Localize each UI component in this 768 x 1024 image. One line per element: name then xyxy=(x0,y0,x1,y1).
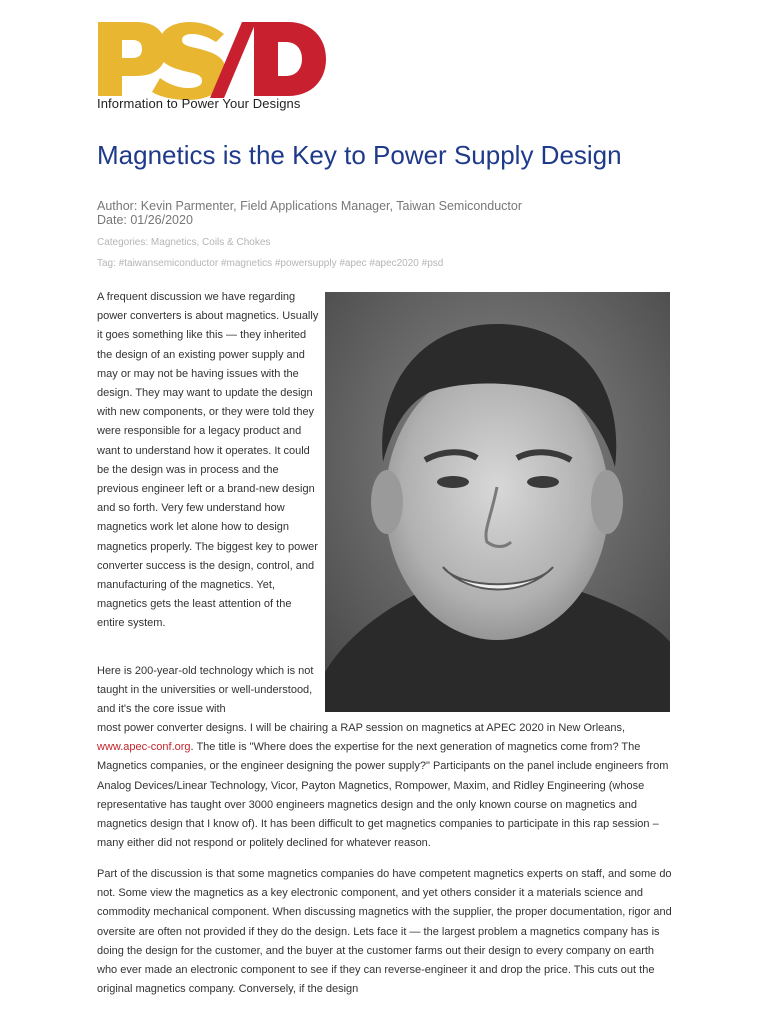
article-tags[interactable]: Tag: #taiwansemiconductor #magnetics #powersupply #apec #apec2020 #psd xyxy=(97,258,444,269)
psd-logo-mark xyxy=(96,20,328,100)
article-paragraph-2 xyxy=(97,719,672,853)
logo-tagline: Information to Power Your Designs xyxy=(97,96,301,111)
paragraph-2a-text: Here is 200-year-old technology which is not taught in the universities or well-understood, and it's the core issue with xyxy=(97,665,314,716)
article-categories xyxy=(97,236,270,250)
article-author: Author: Kevin Parmenter, Field Applications Manager, Taiwan Semiconductor xyxy=(97,199,522,213)
paragraph-2b-text: most power converter designs. I will be chairing a RAP session on magnetics at APEC 2020 in New Orleans, xyxy=(97,722,626,734)
categories-label: Categories: xyxy=(97,237,151,248)
paragraph-1-text: A frequent discussion we have regarding power converters is about magnetics. Usually it goes something like this — they inherited the design of an existing power supply and may or may not be having issues with the design. They may want to update the design with new components, or they were told they were responsible for a legacy product and want to understand how it operates. It could be the design was in process and the previous engineer left or a brand-new design and so forth. Very few understand how magnetics work let alone how to design magnetics properly. The biggest key to power converter success is the design, control, and manufacturing of the magnetics. Yet, magnetics gets the least attention of the entire system. xyxy=(97,291,319,630)
paragraph-3-text: Part of the discussion is that some magnetics companies do have competent magnetics experts on staff, and some do not. Some view the magnetics as a key electronic component, and yet others consider it a materials science and commodity mechanical component. When discussing magnetics with the supplier, the proper documentation, rigor and oversite are often not provided if they do the design. Lets face it — the largest problem a magnetics company has is doing the design for the customer, and the buyer at the customer farms out their design to every company on earth who ever made an electronic component to see if they can reverse-engineer it and drop the price. This cuts out the original magnetics company. Conversely, if the design xyxy=(97,868,672,996)
paragraph-2-text xyxy=(97,719,672,853)
article-title: Magnetics is the Key to Power Supply Design xyxy=(97,140,622,170)
article-paragraph-3 xyxy=(97,865,672,999)
article-paragraph-1 xyxy=(97,288,319,634)
apec-link[interactable]: www.apec-conf.org xyxy=(97,741,191,754)
paragraph-2c-text: . The title is "Where does the expertise for the next generation of magnetics come from? The Magnetics companies, or the engineer designing the power supply?" Participants on the panel include engineers from Analog Devices/Linear Technology, Vicor, Payton Magnetics, Rompower, Maxim, and Ridley Engineering (whose representative has taught over 3000 engineers magnetics design and the only known course on magnetics and magnetics design that I know of). It has been difficult to get magnetics companies to participate in this rap session – many either did not respond or politely declined for whatever reason. xyxy=(97,741,669,850)
author-photo xyxy=(325,292,670,712)
article-paragraph-2-intro xyxy=(97,662,319,720)
category-link[interactable]: Magnetics, Coils & Chokes xyxy=(150,237,271,248)
author-photo-image xyxy=(325,292,670,712)
article-date: Date: 01/26/2020 xyxy=(97,213,193,227)
